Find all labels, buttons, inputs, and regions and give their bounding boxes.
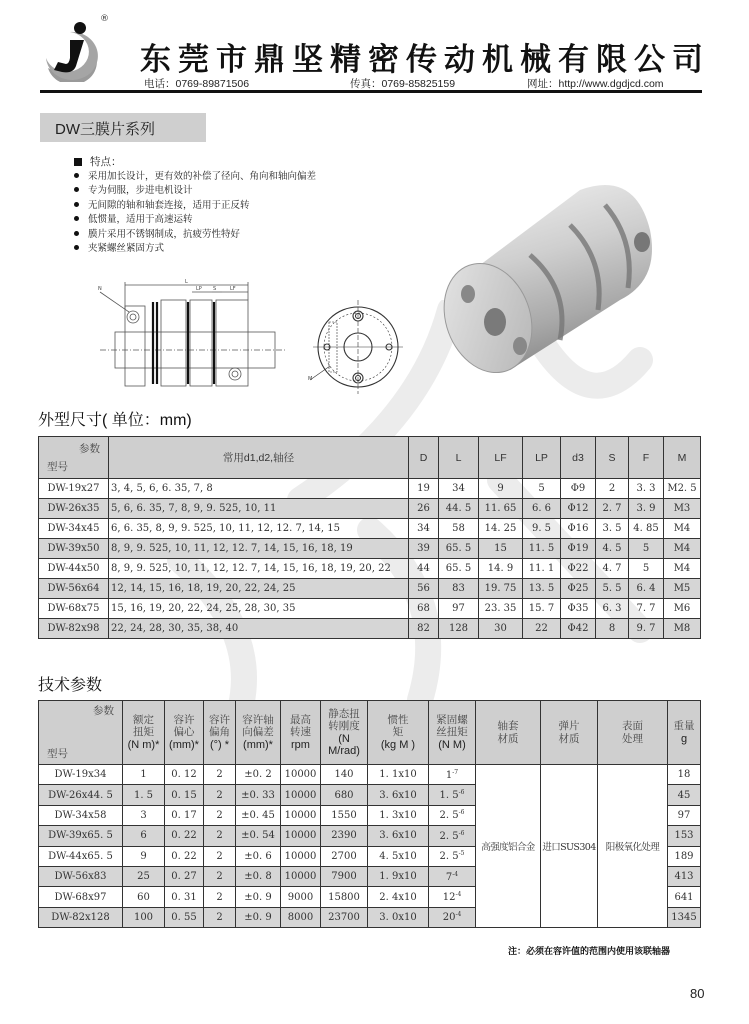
technical-table — [38, 700, 701, 928]
value-cell: 19 — [409, 479, 439, 499]
column-header-unit: (mm)* — [243, 738, 273, 751]
column-header — [165, 701, 204, 765]
value-cell: 5 — [629, 559, 664, 579]
value-cell: 9. 5 — [523, 519, 561, 539]
inertia-cell: 3. 6x10 — [368, 826, 429, 846]
shaft-diameters-cell: 15, 16, 19, 20, 22, 24, 25, 28, 30, 35 — [109, 599, 409, 619]
weight-cell: 641 — [668, 887, 701, 907]
value-cell: 68 — [409, 599, 439, 619]
stiffness-cell: 140 — [321, 765, 368, 785]
column-header-cn: 最高转速 — [290, 713, 311, 739]
series-title: DW三膜片系列 — [55, 121, 155, 138]
value-cell: 9 — [479, 479, 523, 499]
axial-cell: ±0. 54 — [236, 826, 281, 846]
dimensions-table — [38, 436, 701, 639]
angle-cell: 2 — [204, 805, 236, 825]
angle-cell: 2 — [204, 907, 236, 927]
angle-cell: 2 — [204, 846, 236, 866]
rpm-cell: 10000 — [281, 785, 321, 805]
angle-cell: 2 — [204, 826, 236, 846]
inertia-cell: 3. 6x10 — [368, 785, 429, 805]
bolt-torque-cell: $7^{-4}$ — [429, 866, 476, 886]
column-header-cn: 容许偏心 — [173, 713, 195, 739]
value-cell: 82 — [409, 619, 439, 639]
axial-cell: ±0. 8 — [236, 866, 281, 886]
axial-cell: ±0. 2 — [236, 765, 281, 785]
eccentric-cell: 0. 31 — [165, 887, 204, 907]
table-row — [39, 559, 701, 579]
model-cell: DW-68x97 — [39, 887, 123, 907]
value-cell: 4. 7 — [596, 559, 629, 579]
features-title: 特点： — [90, 156, 122, 168]
column-header-unit: g — [680, 732, 688, 745]
axial-cell: ±0. 9 — [236, 887, 281, 907]
column-header-unit: (N M/rad) — [328, 732, 360, 757]
corner-header-cell: 参数 型号 — [39, 701, 123, 765]
surface-treatment-cell: 阳极氧化处理 — [598, 765, 668, 928]
page-number: 80 — [690, 986, 705, 1001]
column-header-cn: 容许偏角 — [209, 713, 230, 739]
value-cell: 6. 6 — [523, 499, 561, 519]
model-cell: DW-82x128 — [39, 907, 123, 927]
column-header — [429, 701, 476, 765]
model-cell: DW-19x34 — [39, 765, 123, 785]
column-header-cn: 额定扭矩 — [133, 713, 154, 739]
value-cell: 65. 5 — [439, 539, 479, 559]
rpm-cell: 10000 — [281, 826, 321, 846]
angle-cell: 2 — [204, 887, 236, 907]
value-cell: 5 — [629, 539, 664, 559]
column-header-cn: 表面处理 — [622, 720, 643, 745]
fax-number: 传真：0769-85825159 — [350, 78, 456, 90]
weight-cell: 18 — [668, 765, 701, 785]
company-name: 东莞市鼎坚精密传动机械有限公司 — [140, 42, 710, 78]
bullet-icon — [74, 187, 79, 192]
value-cell: Φ12 — [561, 499, 596, 519]
value-cell: 2. 7 — [596, 499, 629, 519]
column-header — [123, 701, 165, 765]
value-cell: 3. 9 — [629, 499, 664, 519]
bullet-icon — [74, 231, 79, 236]
value-cell: 26 — [409, 499, 439, 519]
value-cell: 22 — [523, 619, 561, 639]
torque-cell: 1. 5 — [123, 785, 165, 805]
value-cell: 15. 7 — [523, 599, 561, 619]
table-row — [39, 499, 701, 519]
eccentric-cell: 0. 12 — [165, 765, 204, 785]
table-row — [39, 765, 701, 785]
shaft-diameters-cell: 5, 6, 6. 35, 7, 8, 9, 9. 525, 10, 11 — [109, 499, 409, 519]
column-header — [598, 701, 668, 765]
model-cell: DW-68x75 — [39, 599, 109, 619]
value-cell: 83 — [439, 579, 479, 599]
value-cell: Φ35 — [561, 599, 596, 619]
rpm-cell: 10000 — [281, 846, 321, 866]
value-cell: M8 — [664, 619, 701, 639]
eccentric-cell: 0. 17 — [165, 805, 204, 825]
bolt-torque-cell: 2. $5^{-6}$ — [429, 826, 476, 846]
dim-label-LP: LP — [196, 286, 202, 292]
column-header-cn: 轴套材质 — [497, 720, 519, 745]
model-cell: DW-39x50 — [39, 539, 109, 559]
column-header: LF — [479, 437, 523, 479]
feature-item: 专为伺服，步进电机设计 — [74, 184, 316, 199]
column-header: M — [664, 437, 701, 479]
value-cell: M4 — [664, 519, 701, 539]
dim-label-M: M — [308, 376, 313, 382]
model-cell: DW-82x98 — [39, 619, 109, 639]
inertia-cell: 1. 1x10 — [368, 765, 429, 785]
column-header-cn: 紧固螺丝扭矩 — [436, 713, 468, 739]
value-cell: 5. 5 — [596, 579, 629, 599]
disc-material-cell: 进口SUS304 — [541, 765, 598, 928]
column-header — [204, 701, 236, 765]
model-cell: DW-56x64 — [39, 579, 109, 599]
corner-header-cell: 参数 型号 — [39, 437, 109, 479]
value-cell: 14. 9 — [479, 559, 523, 579]
weight-cell: 1345 — [668, 907, 701, 927]
value-cell: 44. 5 — [439, 499, 479, 519]
shaft-diameters-cell: 12, 14, 15, 16, 18, 19, 20, 22, 24, 25 — [109, 579, 409, 599]
value-cell: 15 — [479, 539, 523, 559]
stiffness-cell: 2700 — [321, 846, 368, 866]
feature-item: 夹紧螺丝紧固方式 — [74, 242, 316, 257]
value-cell: 3. 3 — [629, 479, 664, 499]
value-cell: 8 — [596, 619, 629, 639]
eccentric-cell: 0. 55 — [165, 907, 204, 927]
features-list — [74, 155, 316, 257]
value-cell: 7. 7 — [629, 599, 664, 619]
registered-mark: ® — [100, 14, 109, 24]
stiffness-cell: 7900 — [321, 866, 368, 886]
square-bullet-icon — [74, 158, 82, 166]
torque-cell: 100 — [123, 907, 165, 927]
column-header — [281, 701, 321, 765]
column-header-cn: 静态扭转刚度 — [328, 707, 360, 732]
value-cell: 34 — [409, 519, 439, 539]
angle-cell: 2 — [204, 765, 236, 785]
inertia-cell: 3. 0x10 — [368, 907, 429, 927]
model-cell: DW-39x65. 5 — [39, 826, 123, 846]
column-header-unit: (N M) — [438, 738, 466, 751]
value-cell: 34 — [439, 479, 479, 499]
column-header — [668, 701, 701, 765]
model-cell: DW-34x58 — [39, 805, 123, 825]
bolt-torque-cell: 1. $5^{-6}$ — [429, 785, 476, 805]
column-header: S — [596, 437, 629, 479]
technical-drawing — [95, 270, 410, 400]
company-logo — [40, 18, 100, 82]
table-row — [39, 599, 701, 619]
column-header: F — [629, 437, 664, 479]
feature-item: 膜片采用不锈钢制成，抗疲劳性特好 — [74, 228, 316, 243]
column-header: L — [439, 437, 479, 479]
stiffness-cell: 23700 — [321, 907, 368, 927]
model-cell: DW-56x83 — [39, 866, 123, 886]
column-header-unit: (°) * — [209, 738, 230, 751]
weight-cell: 153 — [668, 826, 701, 846]
inertia-cell: 2. 4x10 — [368, 887, 429, 907]
model-cell: DW-26x35 — [39, 499, 109, 519]
value-cell: 13. 5 — [523, 579, 561, 599]
bolt-torque-cell: $12^{-4}$ — [429, 887, 476, 907]
value-cell: Φ19 — [561, 539, 596, 559]
value-cell: 14. 25 — [479, 519, 523, 539]
inertia-cell: 1. 9x10 — [368, 866, 429, 886]
value-cell: 11. 65 — [479, 499, 523, 519]
weight-cell: 97 — [668, 805, 701, 825]
value-cell: Φ25 — [561, 579, 596, 599]
bolt-torque-cell: $1^{-7}$ — [429, 765, 476, 785]
table-header-row — [39, 437, 701, 479]
product-photo-coupling — [420, 170, 680, 380]
torque-cell: 25 — [123, 866, 165, 886]
value-cell: M4 — [664, 539, 701, 559]
value-cell: 23. 35 — [479, 599, 523, 619]
column-header-unit: (mm)* — [169, 738, 199, 751]
eccentric-cell: 0. 15 — [165, 785, 204, 805]
value-cell: 19. 75 — [479, 579, 523, 599]
feature-item: 低惯量，适用于高速运转 — [74, 213, 316, 228]
value-cell: Φ9 — [561, 479, 596, 499]
eccentric-cell: 0. 22 — [165, 846, 204, 866]
shaft-diameters-cell: 8, 9, 9. 525, 10, 11, 12, 12. 7, 14, 15, 16, 18, 19 — [109, 539, 409, 559]
column-header-cn: 重量 — [673, 720, 695, 732]
value-cell: 11. 5 — [523, 539, 561, 559]
value-cell: Φ42 — [561, 619, 596, 639]
rpm-cell: 10000 — [281, 866, 321, 886]
model-cell: DW-19x27 — [39, 479, 109, 499]
inertia-cell: 4. 5x10 — [368, 846, 429, 866]
dim-label-L: L — [185, 279, 188, 285]
value-cell: 44 — [409, 559, 439, 579]
torque-cell: 3 — [123, 805, 165, 825]
column-header-cn: 容许轴向偏差 — [242, 713, 274, 739]
model-cell: DW-34x45 — [39, 519, 109, 539]
stiffness-cell: 1550 — [321, 805, 368, 825]
dim-label-S: S — [213, 286, 217, 292]
value-cell: 11. 1 — [523, 559, 561, 579]
eccentric-cell: 0. 27 — [165, 866, 204, 886]
value-cell: M4 — [664, 559, 701, 579]
column-header-cn: 惯性矩 — [387, 713, 409, 739]
table-row — [39, 539, 701, 559]
value-cell: 9. 7 — [629, 619, 664, 639]
value-cell: Φ22 — [561, 559, 596, 579]
rpm-cell: 10000 — [281, 765, 321, 785]
value-cell: 97 — [439, 599, 479, 619]
dimensions-title: 外型尺寸( 单位：mm) — [38, 412, 192, 429]
feature-item: 采用加长设计，更有效的补偿了径向、角向和轴向偏差 — [74, 170, 316, 185]
torque-cell: 9 — [123, 846, 165, 866]
table-header-row — [39, 701, 701, 765]
dim-label-LF: LF — [230, 286, 236, 292]
rpm-cell: 9000 — [281, 887, 321, 907]
bolt-torque-cell: $20^{-4}$ — [429, 907, 476, 927]
value-cell: Φ16 — [561, 519, 596, 539]
angle-cell: 2 — [204, 866, 236, 886]
value-cell: 2 — [596, 479, 629, 499]
value-cell: M6 — [664, 599, 701, 619]
technical-title: 技术参数 — [38, 677, 103, 694]
eccentric-cell: 0. 22 — [165, 826, 204, 846]
shaft-diameters-cell: 3, 4, 5, 6, 6. 35, 7, 8 — [109, 479, 409, 499]
model-cell: DW-44x50 — [39, 559, 109, 579]
value-cell: 5 — [523, 479, 561, 499]
axial-cell: ±0. 33 — [236, 785, 281, 805]
shaft-diameters-cell: 8, 9, 9. 525, 10, 11, 12, 12. 7, 14, 15, 16, 18, 19, 20, 22 — [109, 559, 409, 579]
shaft-diameters-cell: 6, 6. 35, 8, 9, 9. 525, 10, 11, 12, 12. 7, 14, 15 — [109, 519, 409, 539]
column-header-unit: rpm — [291, 738, 310, 751]
stiffness-cell: 2390 — [321, 826, 368, 846]
bullet-icon — [74, 245, 79, 250]
axial-cell: ±0. 45 — [236, 805, 281, 825]
value-cell: 6. 3 — [596, 599, 629, 619]
model-cell: DW-44x65. 5 — [39, 846, 123, 866]
stiffness-cell: 15800 — [321, 887, 368, 907]
column-header — [541, 701, 598, 765]
torque-cell: 60 — [123, 887, 165, 907]
weight-cell: 413 — [668, 866, 701, 886]
dim-label-N: N — [98, 286, 102, 292]
table-row — [39, 579, 701, 599]
value-cell: 4. 85 — [629, 519, 664, 539]
bullet-icon — [74, 202, 79, 207]
column-header — [321, 701, 368, 765]
value-cell: 39 — [409, 539, 439, 559]
value-cell: M3 — [664, 499, 701, 519]
rpm-cell: 10000 — [281, 805, 321, 825]
table-row — [39, 519, 701, 539]
value-cell: 30 — [479, 619, 523, 639]
sleeve-material-cell: 高强度铝合金 — [476, 765, 541, 928]
axial-cell: ±0. 9 — [236, 907, 281, 927]
column-header: D — [409, 437, 439, 479]
column-header: LP — [523, 437, 561, 479]
value-cell: 58 — [439, 519, 479, 539]
torque-cell: 1 — [123, 765, 165, 785]
value-cell: M5 — [664, 579, 701, 599]
table-row — [39, 479, 701, 499]
inertia-cell: 1. 3x10 — [368, 805, 429, 825]
value-cell: 4. 5 — [596, 539, 629, 559]
bullet-icon — [74, 216, 79, 221]
value-cell: M2. 5 — [664, 479, 701, 499]
axial-cell: ±0. 6 — [236, 846, 281, 866]
rpm-cell: 8000 — [281, 907, 321, 927]
column-header: d3 — [561, 437, 596, 479]
value-cell: 128 — [439, 619, 479, 639]
bullet-icon — [74, 173, 79, 178]
column-header — [368, 701, 429, 765]
table-row — [39, 619, 701, 639]
column-header — [236, 701, 281, 765]
column-header — [476, 701, 541, 765]
value-cell: 6. 4 — [629, 579, 664, 599]
weight-cell: 45 — [668, 785, 701, 805]
bolt-torque-cell: 2. $5^{-5}$ — [429, 846, 476, 866]
phone-number: 电话：0769-89871506 — [144, 78, 250, 90]
torque-cell: 6 — [123, 826, 165, 846]
bolt-torque-cell: 2. $5^{-6}$ — [429, 805, 476, 825]
value-cell: 65. 5 — [439, 559, 479, 579]
column-header-unit: (N m)* — [127, 738, 160, 751]
header-divider — [40, 90, 702, 93]
weight-cell: 189 — [668, 846, 701, 866]
value-cell: 3. 5 — [596, 519, 629, 539]
value-cell: 56 — [409, 579, 439, 599]
column-header-unit: (kg M ) — [380, 738, 416, 751]
website-link[interactable]: 网址：http://www.dgdjcd.com — [527, 78, 664, 90]
usage-note: 注：必须在容许值的范围内使用该联轴器 — [508, 947, 671, 957]
shaft-diameters-cell: 22, 24, 28, 30, 35, 38, 40 — [109, 619, 409, 639]
stiffness-cell: 680 — [321, 785, 368, 805]
series-banner — [40, 113, 206, 142]
model-cell: DW-26x44. 5 — [39, 785, 123, 805]
column-header-cn: 弹片材质 — [558, 720, 580, 745]
feature-item: 无间隙的轴和轴套连接，适用于正反转 — [74, 199, 316, 214]
column-header: 常用d1,d2,轴径 — [109, 437, 409, 479]
angle-cell: 2 — [204, 785, 236, 805]
